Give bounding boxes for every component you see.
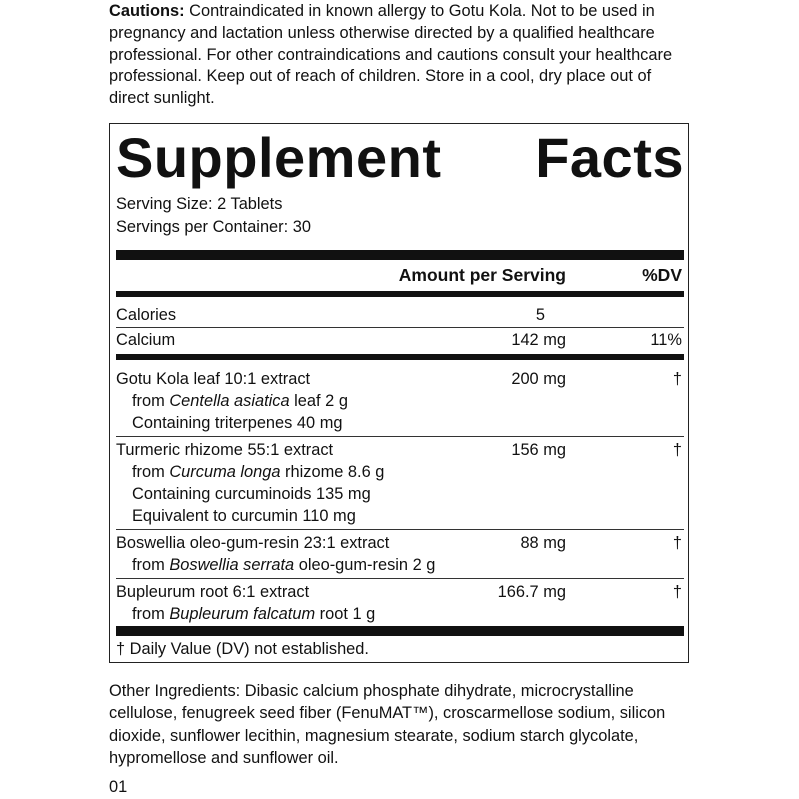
calcium-amount: 142 mg: [511, 331, 566, 349]
footnote: † Daily Value (DV) not established.: [116, 640, 369, 658]
calories-amount: 5: [535, 306, 545, 324]
calcium-label: Calcium: [116, 331, 176, 349]
gotu-from: [116, 390, 348, 412]
bupleurum-species: Bupleurum falcatum: [169, 605, 316, 623]
turmeric-species: Curcuma longa: [169, 463, 281, 481]
turmeric-dv: †: [672, 441, 682, 459]
bupleurum-label: Bupleurum root 6:1 extract: [116, 583, 310, 601]
facts-title: [116, 125, 684, 191]
medium-divider: [116, 291, 684, 297]
gotu-label: Gotu Kola leaf 10:1 extract: [116, 370, 311, 388]
cautions-text: [109, 1, 689, 110]
bupleurum-from: [116, 603, 375, 625]
boswellia-from-prefix: from: [132, 556, 170, 574]
turmeric-equivalent: Equivalent to curcumin 110 mg: [132, 507, 356, 525]
calories-label: Calories: [116, 306, 177, 324]
facts-title-word2: Facts: [535, 126, 684, 189]
boswellia-amount: 88 mg: [520, 534, 566, 552]
calcium-dv: 11%: [650, 331, 682, 349]
gotu-dv: †: [672, 370, 682, 388]
bupleurum-from-prefix: from: [132, 605, 170, 623]
row-divider: [116, 529, 684, 530]
gotu-from-suffix: leaf 2 g: [289, 392, 348, 410]
boswellia-label: Boswellia oleo-gum-resin 23:1 extract: [116, 534, 390, 552]
servings-per-container: Servings per Container: 30: [116, 218, 311, 236]
thick-divider: [116, 250, 684, 260]
thick-divider: [116, 626, 684, 636]
serving-size: Serving Size: 2 Tablets: [116, 195, 283, 213]
turmeric-label: Turmeric rhizome 55:1 extract: [116, 441, 334, 459]
row-divider: [116, 578, 684, 579]
gotu-species: Centella asiatica: [169, 392, 290, 410]
turmeric-from-suffix: rhizome 8.6 g: [280, 463, 385, 481]
cautions-body: Contraindicated in known allergy to Gotu Kola. Not to be used in pregnancy and lactation unless otherwise directed by a qualified healthcare professional. For other contraindications and cautions consult your healthcare professional. Keep out of reach of children. Store in a cool, dry place out of direct sunlight.: [109, 2, 673, 108]
other-ingredients: Other Ingredients: Dibasic calcium phosphate dihydrate, microcrystalline cellulose, fenugreek seed fiber (FenuMAT™), croscarmellose sodium, silicon dioxide, sunflower lecithin, magnesium stearate, sodium starch glycolate, hypromellose and sunflower oil.: [109, 682, 666, 768]
turmeric-containing: Containing curcuminoids 135 mg: [132, 485, 371, 503]
turmeric-from-prefix: from: [132, 463, 170, 481]
row-divider: [116, 327, 684, 328]
boswellia-species: Boswellia serrata: [169, 556, 295, 574]
turmeric-amount: 156 mg: [511, 441, 566, 459]
gotu-from-prefix: from: [132, 392, 170, 410]
turmeric-from: [116, 461, 384, 483]
boswellia-from-suffix: oleo-gum-resin 2 g: [294, 556, 436, 574]
label-code: 01: [109, 778, 128, 796]
bupleurum-from-suffix: root 1 g: [315, 605, 376, 623]
row-divider: [116, 436, 684, 437]
boswellia-dv: †: [672, 534, 682, 552]
gotu-containing: Containing triterpenes 40 mg: [132, 414, 343, 432]
boswellia-from: [116, 554, 435, 576]
bupleurum-amount: 166.7 mg: [497, 583, 566, 601]
header-amount-per-serving: Amount per Serving: [398, 265, 566, 285]
medium-divider: [116, 354, 684, 360]
supplement-facts-panel: [109, 123, 689, 663]
facts-title-word1: Supplement: [116, 126, 442, 189]
header-dv: %DV: [642, 265, 682, 285]
gotu-amount: 200 mg: [511, 370, 566, 388]
cautions-label: Cautions:: [109, 2, 185, 20]
bupleurum-dv: †: [672, 583, 682, 601]
